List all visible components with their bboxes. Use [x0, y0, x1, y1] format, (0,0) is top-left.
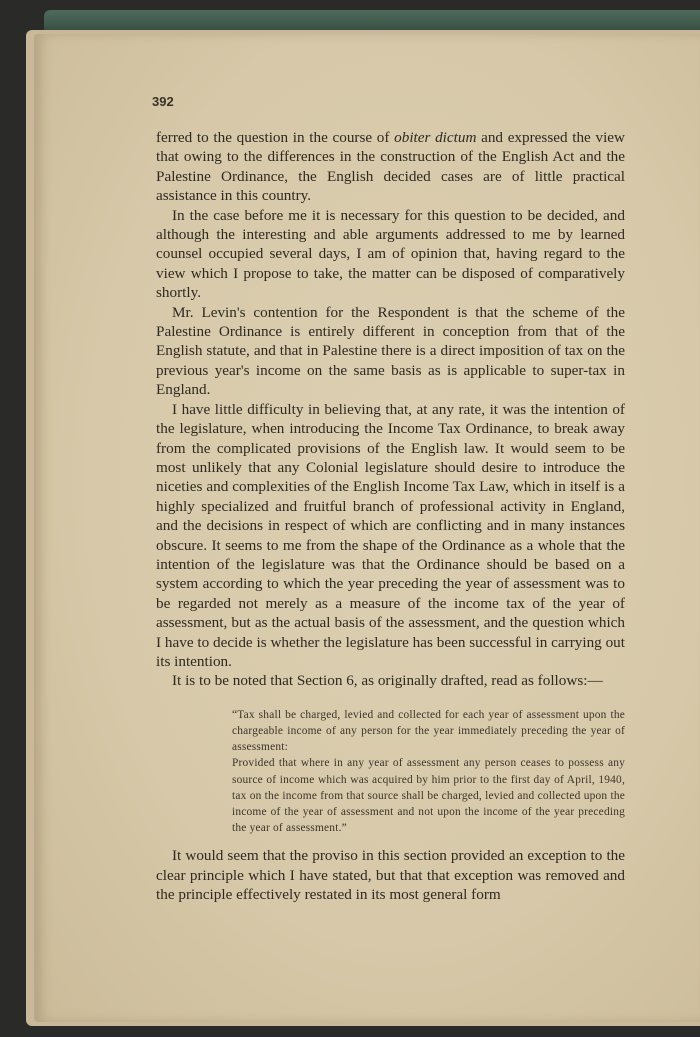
block-quote: [232, 707, 625, 837]
quote-proviso: Provided that where in any year of assessment any person ceases to possess any source of income which was acquired by him prior to the first day of April, 1940, tax on the income from that source shall be charged, levied and collected upon the income of the year of assessment and not upon the income of the year preceding the year of assessment.”: [232, 757, 625, 835]
paragraph-1-end: and expressed the view that owing to the differences in the construction of the English Act and the Palestine Ordinance, the English decided cases are of little practical assistance in this country.: [156, 129, 625, 205]
page-number: 392: [152, 94, 174, 109]
page-body: [156, 128, 625, 905]
paragraph-5: It is to be noted that Section 6, as originally drafted, read as follows:—: [172, 672, 603, 690]
paragraph-6: It would seem that the proviso in this section provided an exception to the clear principle which I have stated, but that that exception was removed and the principle effectively restated in its most general form: [156, 847, 625, 904]
paragraph-4: I have little difficulty in believing that, at any rate, it was the intention of the legislature, when introducing the Income Tax Ordinance, to break away from the complicated provisions of the English law. It would seem to be most unlikely that any Colonial legislature should desire to introduce the niceties and complexities of the English Income Tax Law, which in itself is a highly specialized and fruitful branch of professional activity in England, and the decisions in respect of which are conflicting and in many instances obscure. It seems to me from the shape of the Ordinance as a whole that the intention of the legislature was that the Ordinance should be based on a system according to which the year preceding the year of assessment was to be regarded not merely as a measure of the income tax of the year of assessment, but as the actual basis of the assessment, and the question which I have to decide is whether the legislature has been successful in carrying out its intention.: [156, 400, 625, 670]
quote-line-1: “Tax shall be charged, levied and collected for each year of assessment upon the chargeable income of any person for the year immediately preceding the year of assessment:: [232, 708, 625, 754]
italic-phrase: obiter dictum: [394, 129, 477, 146]
paragraph-2: In the case before me it is necessary for this question to be decided, and although the interesting and able arguments addressed to me by learned counsel occupied several days, I am of opinion that, having regard to the view which I propose to take, the matter can be disposed of comparatively shortly.: [156, 206, 625, 302]
paragraph-1: [156, 128, 625, 206]
paragraph-1-start: ferred to the question in the course of: [156, 129, 395, 146]
paragraph-3: Mr. Levin's contention for the Respondent is that the scheme of the Palestine Ordinance is entirely different in conception from that of the English statute, and that in Palestine there is a direct imposition of tax on the previous year's income on the same basis as is applicable to super-tax in England.: [156, 303, 625, 399]
